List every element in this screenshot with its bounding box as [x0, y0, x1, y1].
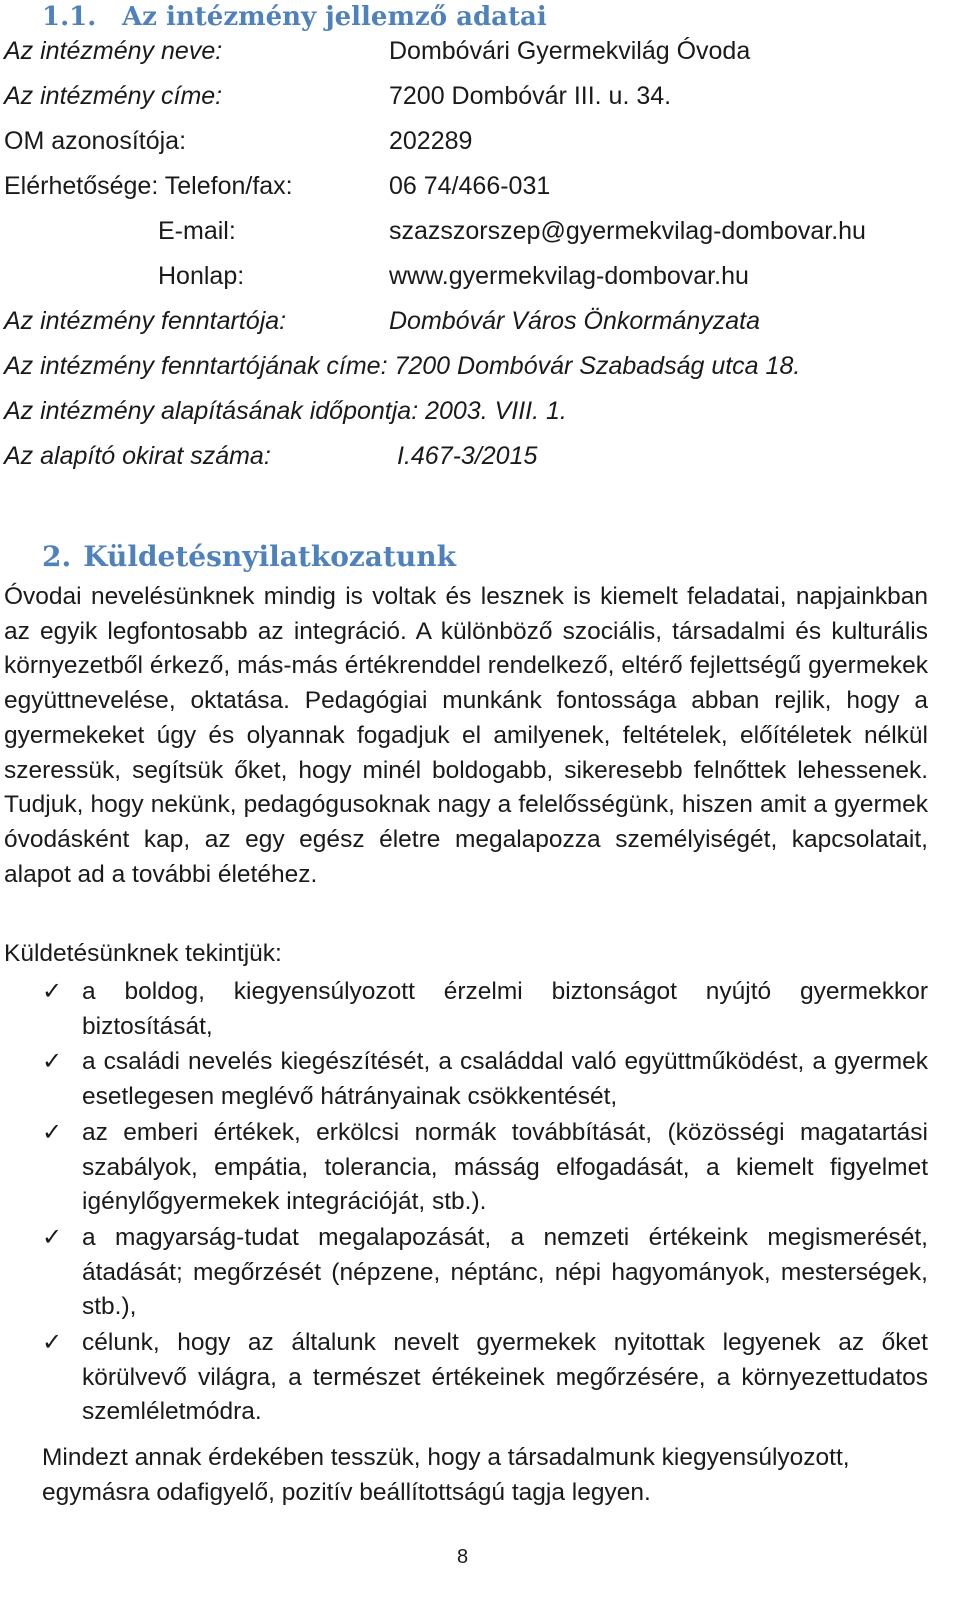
- om-label: OM azonosítója:: [4, 127, 187, 155]
- checkmark-icon: ✓: [42, 1048, 63, 1076]
- web-value[interactable]: www.gyermekvilag-dombovar.hu: [389, 262, 749, 290]
- founding-date: Az intézmény alapításának időpontja: 2003. VIII. 1.: [4, 397, 567, 425]
- contact-label: Elérhetősége: Telefon/fax:: [4, 172, 293, 200]
- list-item-text: a boldog, kiegyensúlyozott érzelmi biztonságot nyújtó gyermekkor biztosítását,: [82, 978, 928, 1040]
- maintainer-address: Az intézmény fenntartójának címe: 7200 Dombóvár Szabadság utca 18.: [4, 352, 801, 380]
- mission-list: [0, 975, 960, 1431]
- list-item-text: a magyarság-tudat megalapozását, a nemzeti értékeink megismerését, átadását; megőrzését (népzene, néptánc, népi hagyományok, mesterségek, stb.),: [82, 1223, 928, 1321]
- checkmark-icon: ✓: [42, 1329, 63, 1357]
- list-item: [0, 1116, 928, 1220]
- list-item: [0, 1045, 928, 1114]
- address-label: Az intézmény címe:: [4, 82, 223, 110]
- checkmark-icon: ✓: [42, 978, 63, 1005]
- charter-label: Az alapító okirat száma:: [4, 442, 271, 470]
- section-title: Küldetésnyilatkozatunk: [83, 540, 456, 573]
- maintainer-label: Az intézmény fenntartója:: [4, 307, 287, 335]
- list-item: [0, 1221, 928, 1325]
- section-title: Az intézmény jellemző adatai: [122, 2, 547, 32]
- list-item: [0, 1326, 928, 1430]
- email-label: E-mail:: [158, 217, 236, 245]
- checkmark-icon: ✓: [42, 1118, 63, 1146]
- section-number: 1.1.: [42, 2, 97, 32]
- list-item-text: a családi nevelés kiegészítését, a családdal való együttműködést, a gyermek esetlegesen meglévő hátrányainak csökkentését,: [82, 1048, 928, 1111]
- page-number: 8: [457, 1546, 469, 1568]
- name-label: Az intézmény neve:: [4, 37, 223, 65]
- om-value: 202289: [389, 127, 473, 155]
- mission-paragraph: Óvodai nevelésünknek mindig is voltak és lesznek is kiemelt feladatai, napjainkban az egyik legfontosabb az integráció. A különböző szociális, társadalmi és kulturális környezetből érkező, más-más értékrenddel rendelkező, eltérő fejlettségű gyermekek együttnevelése, oktatása. Pedagógiai munkánk fontossága abban rejlik, hogy a gyermekeket úgy és olyannak fogadjuk el amilyenek, feltételek, előítéletek nélkül szeressük, segítsük őket, hogy minél boldogabb, sikeresebb felnőttek lehessenek. Tudjuk, hogy nekünk, pedagógusoknak nagy a felelősségünk, hiszen amit a gyermek óvodásként kap, az egy egész életre megalapozza személyiségét, kapcsolatait, alapot ad a további életéhez.: [4, 583, 928, 888]
- address-value: 7200 Dombóvár III. u. 34.: [389, 82, 672, 110]
- section-heading-1-1: [42, 2, 547, 32]
- list-item-text: célunk, hogy az általunk nevelt gyermekek nyitottak legyenek az őket körülvevő világra, a természet értékeinek megőrzésére, a környezettudatos szemléletmódra.: [82, 1329, 928, 1426]
- charter-value: I.467-3/2015: [397, 442, 538, 470]
- list-item-text: az emberi értékek, erkölcsi normák továbbítását, (közösségi magatartási szabályok, empátia, tolerancia, másság elfogadását, a kiemelt figyelmet igénylőgyermekek integrációját, stb.).: [82, 1118, 928, 1216]
- name-value: Dombóvári Gyermekvilág Óvoda: [389, 37, 751, 65]
- mission-intro: Küldetésünknek tekintjük:: [4, 940, 282, 967]
- closing-paragraph: Mindezt annak érdekében tesszük, hogy a társadalmunk kiegyensúlyozott, egymásra odafigyelő, pozitív beállítottságú tagja legyen.: [42, 1444, 850, 1506]
- checkmark-icon: ✓: [42, 1223, 63, 1251]
- list-item: [0, 975, 928, 1044]
- section-number: 2.: [42, 540, 72, 573]
- maintainer-value: Dombóvár Város Önkormányzata: [389, 307, 760, 335]
- email-value[interactable]: szazszorszep@gyermekvilag-dombovar.hu: [389, 217, 866, 245]
- contact-value: 06 74/466-031: [389, 172, 551, 200]
- web-label: Honlap:: [158, 262, 245, 290]
- section-heading-2: [42, 540, 456, 573]
